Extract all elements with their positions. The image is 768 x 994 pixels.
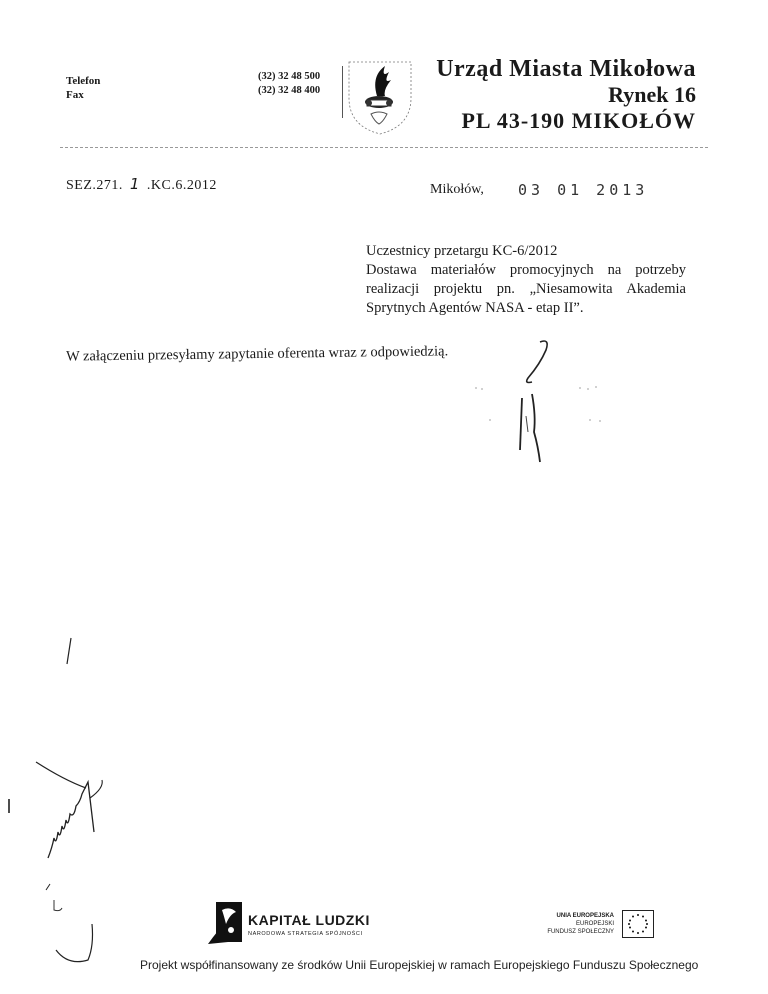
body-text: W załączeniu przesyłamy zapytanie oferenta wraz z odpowiedzią. [65, 343, 449, 365]
kapital-ludzki-title: KAPITAŁ LUDZKI [248, 912, 370, 928]
eu-line-union: UNIA EUROPEJSKA [556, 913, 614, 919]
handwritten-brace [44, 880, 104, 970]
margin-mark [64, 636, 74, 666]
handwritten-signature [24, 758, 124, 868]
eu-flag-icon [622, 910, 654, 938]
place-name: Mikołów, [430, 182, 484, 197]
reference-number [66, 175, 217, 194]
eu-text-block [540, 912, 614, 936]
addressee-line: realizacji projektu pn. „Niesamowita Akademia [366, 281, 686, 297]
kapital-ludzki-subtitle: NARODOWA STRATEGIA SPÓJNOŚCI [248, 931, 363, 937]
kapital-ludzki-logo-icon [206, 900, 244, 946]
faint-stamp [470, 384, 610, 434]
fax-number: (32) 32 48 400 [258, 85, 321, 96]
header-rule [60, 147, 708, 148]
fax-label: Fax [66, 89, 84, 101]
office-street: Rynek 16 [608, 82, 696, 107]
cofinancing-note: Projekt współfinansowany ze środków Unii Europejskiej w ramach Europejskiego Funduszu Społecznego [140, 958, 699, 972]
office-address-block [396, 56, 696, 134]
reference-suffix: .KC.6.2012 [146, 178, 217, 193]
office-postal-city: PL 43-190 MIKOŁÓW [461, 108, 696, 133]
header-divider [342, 66, 343, 118]
addressee-line: Sprytnych Agentów NASA - etap II”. [366, 300, 584, 316]
eu-line-european: EUROPEJSKI [575, 921, 614, 927]
phone-number: (32) 32 48 500 [258, 71, 321, 82]
phone-label: Telefon [66, 75, 101, 87]
margin-mark [6, 798, 12, 814]
reference-prefix: SEZ.271. [66, 178, 123, 193]
office-name: Urząd Miasta Mikołowa [436, 56, 696, 82]
addressee-line: Dostawa materiałów promocyjnych na potrzeby [366, 262, 686, 278]
eu-line-fund: FUNDUSZ SPOŁECZNY [547, 929, 614, 935]
reference-handwritten-number: 1 [129, 175, 140, 193]
addressee-block [366, 242, 686, 318]
date-stamp: 03 01 2013 [518, 181, 649, 199]
addressee-line: Uczestnicy przetargu KC-6/2012 [366, 243, 558, 259]
